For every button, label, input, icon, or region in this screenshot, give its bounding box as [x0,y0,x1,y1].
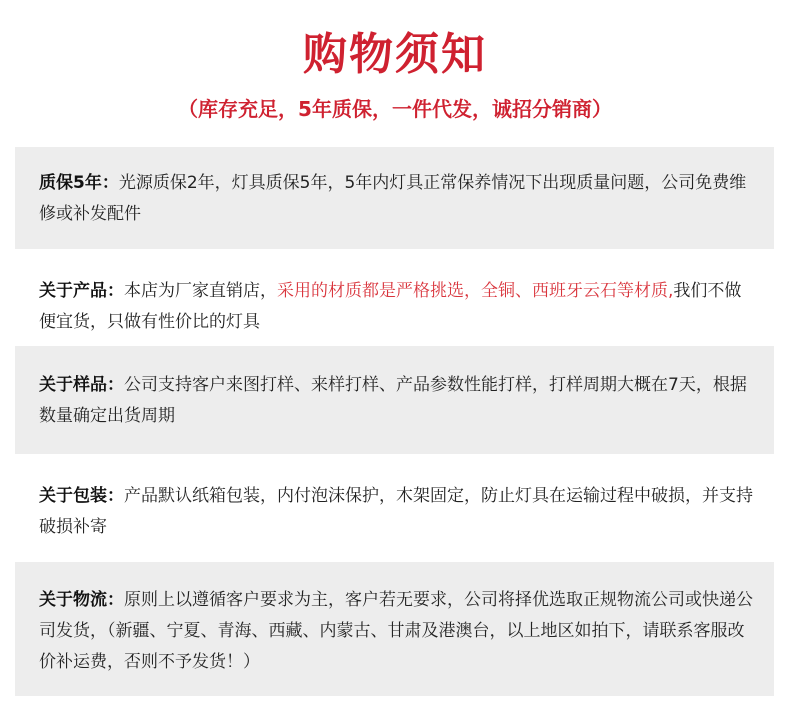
product-text-intro: 本店为厂家直销店， [124,281,277,301]
packaging-label: 关于包装： [39,486,124,506]
product-section [15,249,774,346]
logistics-label: 关于物流： [39,590,124,610]
page-title: 购物须知 [303,29,487,80]
product-material-highlight: 采用的材质都是严格挑选，全铜、西班牙云石等材质, [277,281,674,301]
warranty-section [15,147,774,249]
sample-text: 公司支持客户来图打样、来样打样、产品参数性能打样，打样周期大概在7天，根据数量确定出货周期 [39,375,747,426]
logistics-section [15,562,774,696]
warranty-label: 质保5年： [39,173,119,193]
page-subtitle: （库存充足，5年质保，一件代发，诚招分销商） [178,97,612,121]
packaging-text: 产品默认纸箱包装，内付泡沫保护，木架固定，防止灯具在运输过程中破损，并支持破损补寄 [39,486,753,537]
warranty-text: 光源质保2年，灯具质保5年，5年内灯具正常保养情况下出现质量问题，公司免费维修或补发配件 [39,173,747,224]
sample-label: 关于样品： [39,375,124,395]
product-text-outro: 我们不做便宜货，只做有性价比的灯具 [39,281,742,332]
product-label: 关于产品： [39,281,124,301]
logistics-text: 原则上以遵循客户要求为主，客户若无要求，公司将择优选取正规物流公司或快递公司发货，（新疆、宁夏、青海、西藏、内蒙古、甘肃及港澳台，以上地区如拍下，请联系客服改价补运费，否则不予发货！） [39,590,753,672]
sample-section [15,346,774,454]
packaging-section [15,454,774,562]
